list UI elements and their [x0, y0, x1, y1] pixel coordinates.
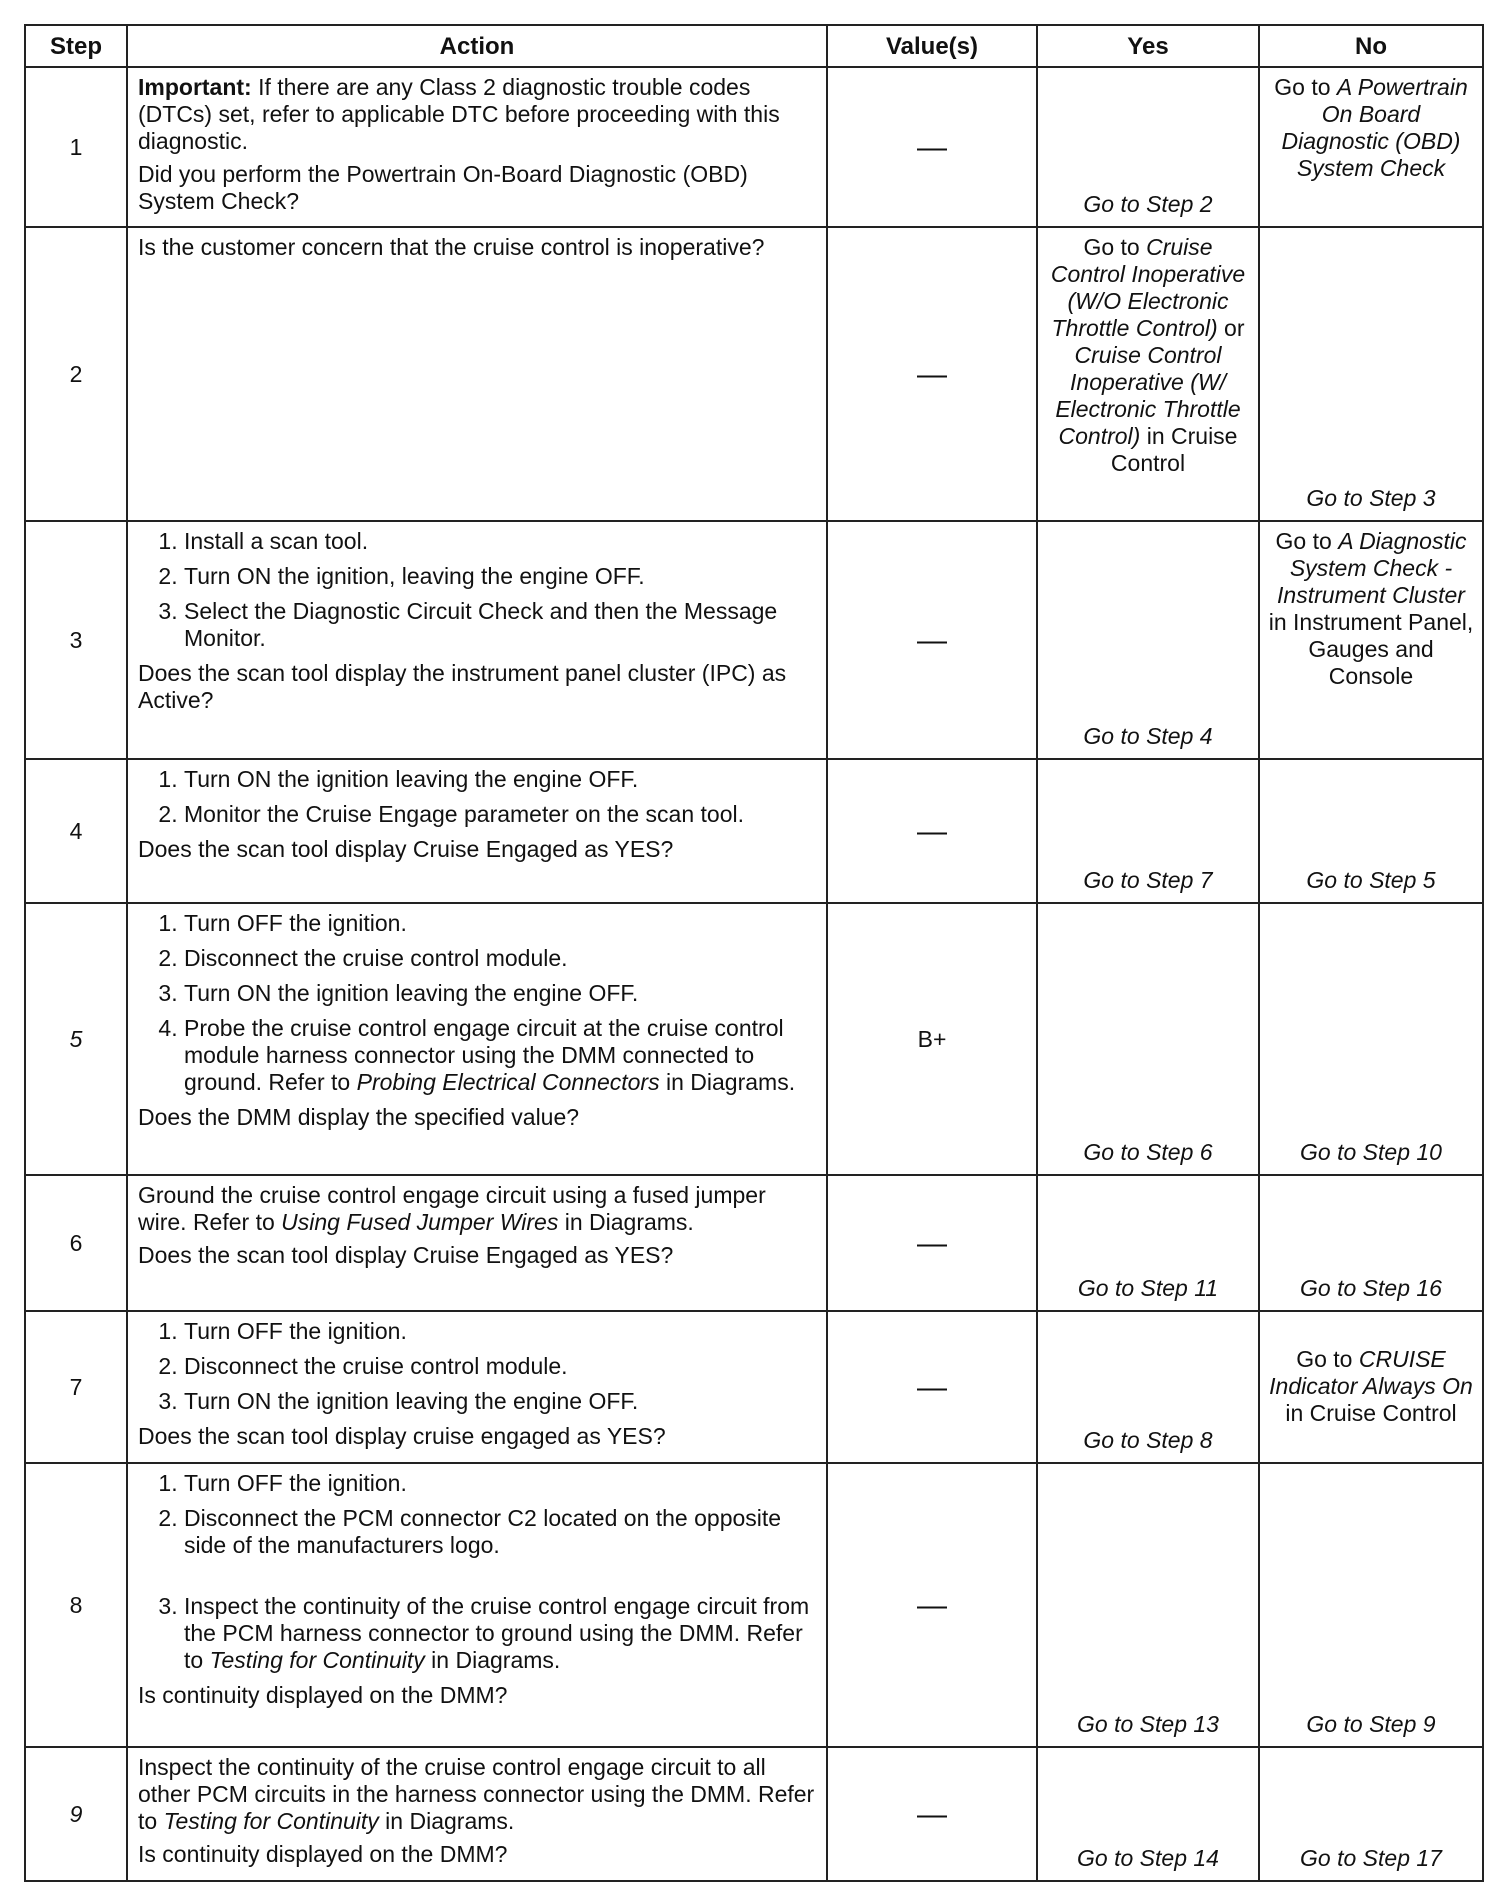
value-cell: — — [827, 1175, 1037, 1311]
instruction-list — [138, 1318, 818, 1415]
yes-cell: Go to Step 13 — [1037, 1463, 1259, 1747]
yes-text: Go to — [1083, 234, 1147, 260]
value-cell: — — [827, 1311, 1037, 1463]
reference-link: Probing Electrical Connectors — [356, 1069, 660, 1095]
yes-text: in Cruise Control — [1110, 423, 1238, 476]
question: Does the scan tool display the instrument panel cluster (IPC) as Active? — [138, 660, 787, 713]
step-number: 8 — [25, 1463, 127, 1747]
instruction-text: Ground the cruise control engage circuit using a fused jumper wire. Refer to — [138, 1182, 766, 1235]
list-item: 2. Monitor the Cruise Engage parameter on the scan tool. — [184, 801, 818, 828]
list-item: 3. Turn ON the ignition leaving the engine OFF. — [184, 1388, 818, 1415]
question: Does the scan tool display cruise engaged as YES? — [138, 1423, 666, 1449]
question: Is continuity displayed on the DMM? — [138, 1841, 508, 1867]
question: Is continuity displayed on the DMM? — [138, 1682, 508, 1708]
value-cell: — — [827, 1747, 1037, 1881]
list-item: 1. Install a scan tool. — [184, 528, 818, 555]
action-cell — [127, 1747, 827, 1881]
no-prefix: Go to — [1275, 528, 1339, 554]
no-cell: Go to Step 10 — [1259, 903, 1483, 1175]
important-label: Important: — [138, 74, 252, 100]
no-suffix: in Cruise Control — [1285, 1399, 1457, 1426]
no-cell: Go to Step 3 — [1259, 227, 1483, 521]
table-row — [25, 903, 1483, 1175]
question: Does the scan tool display Cruise Engaged as YES? — [138, 1242, 674, 1268]
value-cell: — — [827, 1463, 1037, 1747]
table-row — [25, 1311, 1483, 1463]
no-cell: Go to Step 5 — [1259, 759, 1483, 903]
step-number: 6 — [25, 1175, 127, 1311]
list-item — [184, 1593, 818, 1674]
action-cell — [127, 521, 827, 759]
question: Does the DMM display the specified value? — [138, 1104, 580, 1130]
yes-cell: Go to Step 6 — [1037, 903, 1259, 1175]
yes-cell: Go to Step 2 — [1037, 67, 1259, 227]
yes-cell: Go to Step 8 — [1037, 1311, 1259, 1463]
instruction-text: in Diagrams. — [378, 1808, 515, 1834]
action-cell — [127, 1463, 827, 1747]
table-row — [25, 227, 1483, 521]
action-cell — [127, 1175, 827, 1311]
value-cell: B+ — [827, 903, 1037, 1175]
reference-link: Using Fused Jumper Wires — [281, 1209, 559, 1235]
step-number: 2 — [25, 227, 127, 521]
item-text: Inspect the continuity of the cruise control engage circuit from the PCM harness connector to ground using the DMM. Refer to — [184, 1593, 810, 1673]
important-note — [138, 74, 818, 155]
instruction-list — [138, 528, 818, 652]
no-link: A Diagnostic System Check - Instrument Cluster — [1277, 528, 1467, 608]
step-number: 7 — [25, 1311, 127, 1463]
no-cell — [1259, 1311, 1483, 1463]
question: Does the scan tool display Cruise Engaged as YES? — [138, 836, 674, 862]
header-yes: Yes — [1037, 25, 1259, 67]
step-number: 3 — [25, 521, 127, 759]
table-row — [25, 1747, 1483, 1881]
yes-cell: Go to Step 14 — [1037, 1747, 1259, 1881]
list-item: 3. Turn ON the ignition leaving the engine OFF. — [184, 980, 818, 1007]
header-step: Step — [25, 25, 127, 67]
no-cell: Go to Step 16 — [1259, 1175, 1483, 1311]
no-cell: Go to Step 17 — [1259, 1747, 1483, 1881]
question: Is the customer concern that the cruise control is inoperative? — [138, 234, 765, 260]
list-item: 1. Turn OFF the ignition. — [184, 910, 818, 937]
step-number: 4 — [25, 759, 127, 903]
header-action: Action — [127, 25, 827, 67]
step-number: 1 — [25, 67, 127, 227]
reference-link: Testing for Continuity — [209, 1647, 425, 1673]
important-text: If there are any Class 2 diagnostic trouble codes (DTCs) set, refer to applicable DTC before proceeding with this diagnostic. — [138, 74, 780, 154]
item-text: in Diagrams. — [424, 1647, 561, 1673]
no-cell: Go to Step 9 — [1259, 1463, 1483, 1747]
instruction — [138, 1754, 818, 1835]
header-no: No — [1259, 25, 1483, 67]
yes-cell: Go to Step 7 — [1037, 759, 1259, 903]
action-cell — [127, 67, 827, 227]
action-cell — [127, 759, 827, 903]
no-prefix: Go to — [1274, 74, 1337, 100]
no-prefix: Go to — [1296, 1345, 1359, 1372]
yes-cell: Go to Step 4 — [1037, 521, 1259, 759]
diagnostic-table — [24, 24, 1484, 1882]
yes-cell — [1037, 227, 1259, 521]
list-item: 2. Disconnect the cruise control module. — [184, 945, 818, 972]
instruction-text: Inspect the continuity of the cruise control engage circuit to all other PCM circuits in the harness connector using the DMM. Refer to — [138, 1754, 815, 1834]
no-link: CRUISE Indicator Always On — [1269, 1345, 1473, 1399]
reference-link: Testing for Continuity — [163, 1808, 379, 1834]
no-cell — [1259, 521, 1483, 759]
table-row — [25, 67, 1483, 227]
list-item: 2. Disconnect the PCM connector C2 located on the opposite side of the manufacturers logo. — [184, 1505, 818, 1559]
value-cell: — — [827, 759, 1037, 903]
question: Did you perform the Powertrain On-Board Diagnostic (OBD) System Check? — [138, 161, 748, 214]
instruction-list — [138, 910, 818, 1096]
step-number: 5 — [25, 903, 127, 1175]
list-item: 2. Turn ON the ignition, leaving the engine OFF. — [184, 563, 818, 590]
item-text: in Diagrams. — [659, 1069, 796, 1095]
list-item: 2. Disconnect the cruise control module. — [184, 1353, 818, 1380]
yes-link: Cruise Control Inoperative (W/ Electronic Throttle Control) — [1055, 342, 1241, 449]
table-row — [25, 521, 1483, 759]
header-values: Value(s) — [827, 25, 1037, 67]
no-suffix: in Instrument Panel, Gauges and Console — [1268, 609, 1474, 689]
header-row — [25, 25, 1483, 67]
list-item: 1. Turn ON the ignition leaving the engine OFF. — [184, 766, 818, 793]
value-cell: — — [827, 521, 1037, 759]
table-row — [25, 1463, 1483, 1747]
value-cell: — — [827, 67, 1037, 227]
table-row — [25, 759, 1483, 903]
action-cell — [127, 1311, 827, 1463]
no-link: A Powertrain On Board Diagnostic (OBD) System Check — [1281, 74, 1468, 181]
instruction-text: in Diagrams. — [558, 1209, 694, 1235]
no-cell — [1259, 67, 1483, 227]
list-item: 1. Turn OFF the ignition. — [184, 1318, 818, 1345]
instruction-list — [138, 1470, 818, 1674]
list-item — [184, 1015, 818, 1096]
table-row — [25, 1175, 1483, 1311]
action-cell — [127, 227, 827, 521]
item-text: Probe the cruise control engage circuit at the cruise control module harness connector using the DMM connected to ground. Refer to — [184, 1015, 784, 1095]
step-number: 9 — [25, 1747, 127, 1881]
list-item: 1. Turn OFF the ignition. — [184, 1470, 818, 1497]
yes-text: or — [1217, 315, 1245, 341]
instruction — [138, 1182, 818, 1236]
action-cell — [127, 903, 827, 1175]
value-cell: — — [827, 227, 1037, 521]
list-item: 3. Select the Diagnostic Circuit Check and then the Message Monitor. — [184, 598, 818, 652]
yes-cell: Go to Step 11 — [1037, 1175, 1259, 1311]
instruction-list — [138, 766, 818, 828]
yes-link: Cruise Control Inoperative (W/O Electronic Throttle Control) — [1050, 234, 1246, 341]
